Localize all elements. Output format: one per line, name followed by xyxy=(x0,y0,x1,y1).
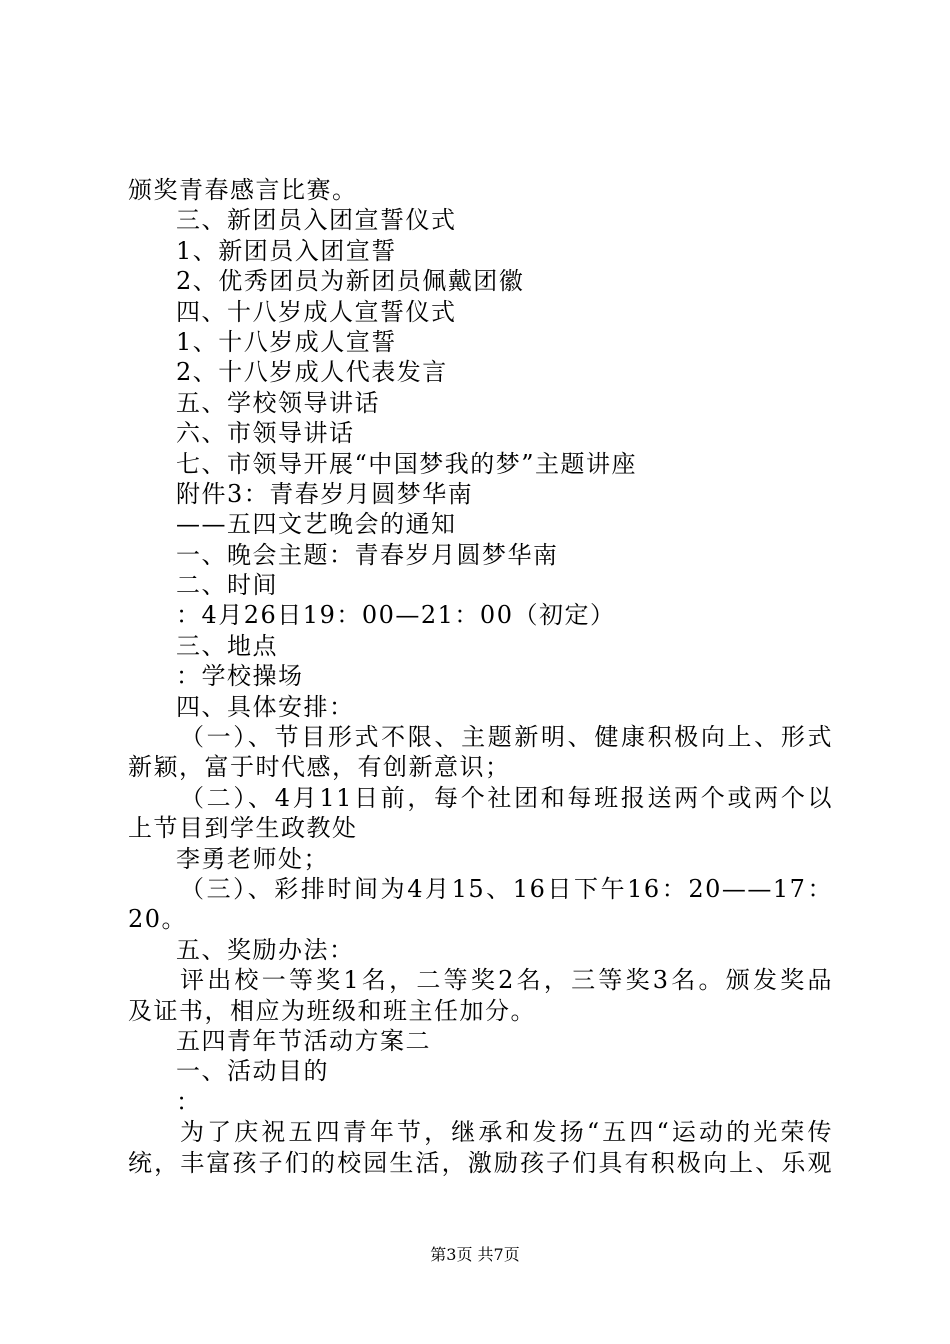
text-line: 颁奖青春感言比赛。 xyxy=(128,176,358,204)
section-heading: 四、具体安排： xyxy=(176,692,355,721)
text-line: （三）、彩排时间为4月15、16日下午16：20——17： xyxy=(180,874,833,903)
section-heading: 一、晚会主题：青春岁月圆梦华南 xyxy=(176,540,559,569)
list-item: 1、新团员入团宣誓 xyxy=(176,236,397,265)
text-line: ：4月26日19：00—21：00（初定） xyxy=(176,601,616,630)
text-line: 李勇老师处； xyxy=(176,844,329,873)
text-line: 统，丰富孩子们的校园生活，激励孩子们具有积极向上、乐观 xyxy=(128,1148,833,1177)
section-heading: 五、奖励办法： xyxy=(176,935,355,964)
section-heading: 三、新团员入团宣誓仪式 xyxy=(176,206,457,235)
section-heading: 五、学校领导讲话 xyxy=(176,388,380,417)
list-item: 2、优秀团员为新团员佩戴团徽 xyxy=(176,267,525,296)
text-line: ： xyxy=(176,1087,202,1116)
text-line: 为了庆祝五四青年节，继承和发扬“五四“运动的光荣传 xyxy=(180,1118,833,1147)
text-line: 及证书，相应为班级和班主任加分。 xyxy=(128,996,536,1025)
document-body xyxy=(128,175,833,1178)
text-line: ：学校操场 xyxy=(176,662,304,691)
section-heading: 一、活动目的 xyxy=(176,1057,329,1086)
page-number: 第3页 共7页 xyxy=(430,1245,520,1264)
attachment-title: 附件3：青春岁月圆梦华南 xyxy=(176,479,474,508)
text-line: 上节目到学生政教处 xyxy=(128,814,358,843)
attachment-subtitle: ——五四文艺晚会的通知 xyxy=(176,510,457,539)
section-heading: 七、市领导开展“中国梦我的梦”主题讲座 xyxy=(176,449,638,478)
list-item: 2、十八岁成人代表发言 xyxy=(176,358,448,387)
section-heading: 二、时间 xyxy=(176,571,278,600)
list-item: 1、十八岁成人宣誓 xyxy=(176,327,397,356)
section-heading: 三、地点 xyxy=(176,631,278,660)
text-line: （一）、节目形式不限、主题新明、健康积极向上、形式 xyxy=(180,723,833,752)
text-line: 新颖，富于时代感，有创新意识； xyxy=(128,753,511,782)
text-line: （二）、4月11日前，每个社团和每班报送两个或两个以 xyxy=(180,783,833,812)
section-heading: 四、十八岁成人宣誓仪式 xyxy=(176,297,457,326)
section-heading: 六、市领导讲话 xyxy=(176,419,355,448)
text-line: 评出校一等奖1名，二等奖2名，三等奖3名。颁发奖品 xyxy=(180,966,833,995)
section-heading: 五四青年节活动方案二 xyxy=(176,1026,431,1055)
text-line: 20。 xyxy=(128,905,188,934)
